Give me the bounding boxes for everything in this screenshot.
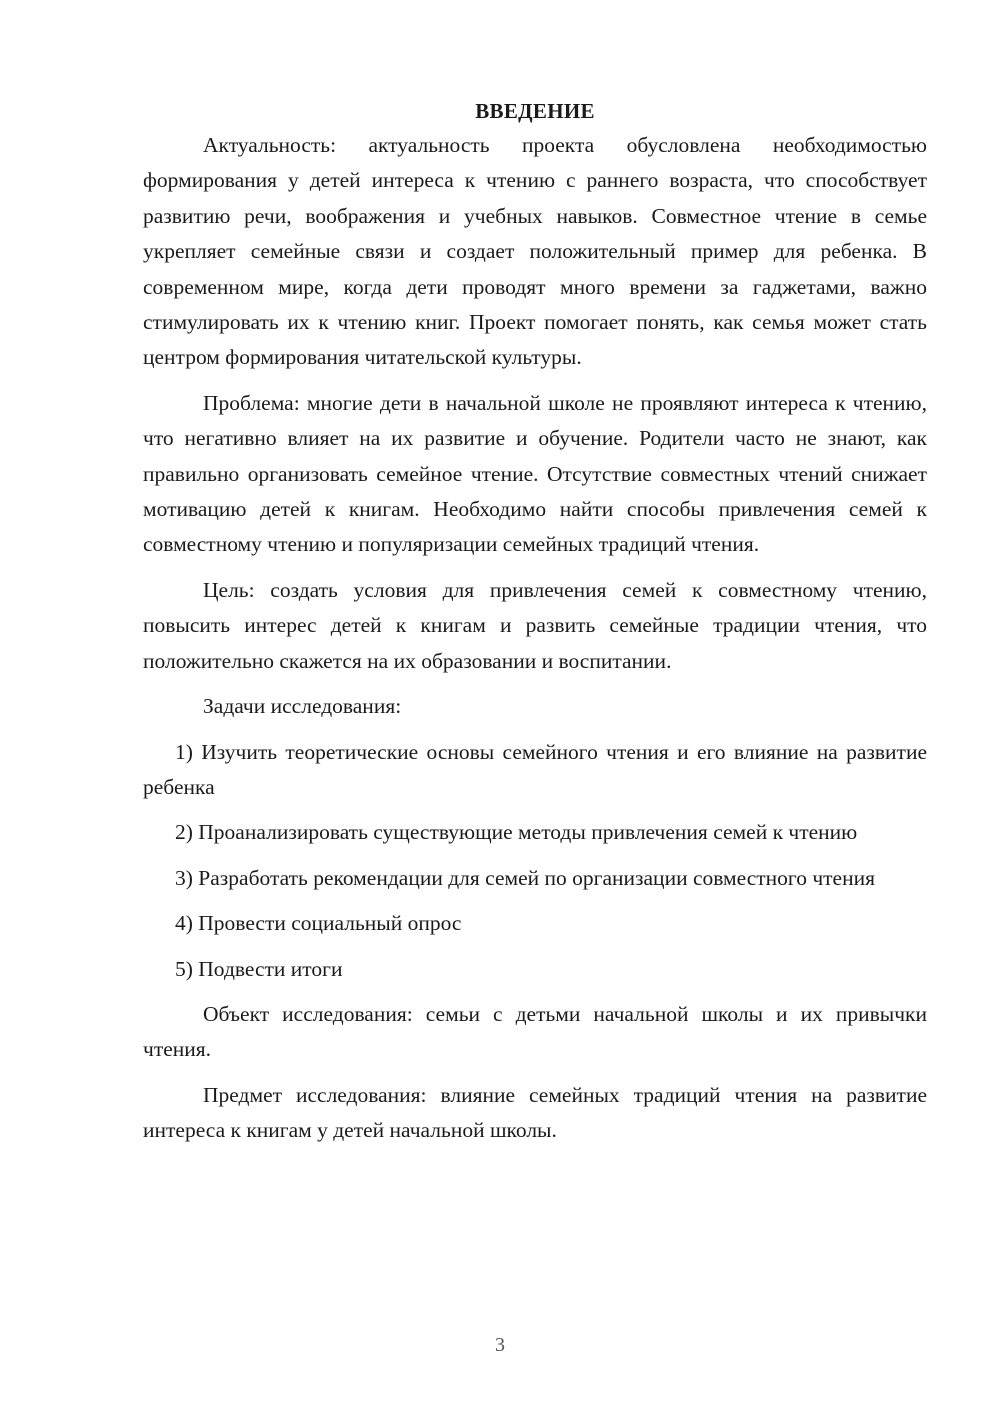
paragraph-goal: Цель: создать условия для привлечения семей к совместному чтению, повысить интерес детей к книгам и развить семейные традиции чтения, что положительно скажется на их образовании и воспитании. <box>143 577 927 673</box>
task-item-4: 4) Провести социальный опрос <box>175 911 462 936</box>
paragraph-problem: Проблема: многие дети в начальной школе не проявляют интереса к чтению, что негативно влияет на их развитие и обучение. Родители часто не знают, как правильно организовать семейное чтение. Отсутствие совместных чтений снижает мотивацию детей к книгам. Необходимо найти способы привлечения семей к совместному чтению и популяризации семейных традиций чтения. <box>143 390 927 557</box>
paragraph-tasks-heading: Задачи исследования: <box>203 694 402 719</box>
section-title: ВВЕДЕНИЕ <box>475 99 595 123</box>
document-page <box>143 96 927 1159</box>
paragraph-relevance: Актуальность: актуальность проекта обусловлена необходимостью формирования у детей интереса к чтению с раннего возраста, что способствует развитию речи, воображения и учебных навыков. Совместное чтение в семье укрепляет семейные связи и создает положительный пример для ребенка. В современном мире, когда дети проводят много времени за гаджетами, важно стимулировать их к чтению книг. Проект помогает понять, как семья может стать центром формирования читательской культуры. <box>143 133 927 370</box>
paragraph-object: Объект исследования: семьи с детьми начальной школы и их привычки чтения. <box>143 1001 927 1062</box>
task-item-3: 3) Разработать рекомендации для семей по организации совместного чтения <box>175 865 875 890</box>
task-item-2: 2) Проанализировать существующие методы привлечения семей к чтению <box>175 820 858 845</box>
paragraph-subject: Предмет исследования: влияние семейных традиций чтения на развитие интереса к книгам у детей начальной школы. <box>143 1082 927 1143</box>
page-number: 3 <box>495 1334 505 1356</box>
task-item-5: 5) Подвести итоги <box>175 956 343 981</box>
task-item-1: 1) Изучить теоретические основы семейного чтения и его влияние на развитие ребенка <box>143 739 927 799</box>
